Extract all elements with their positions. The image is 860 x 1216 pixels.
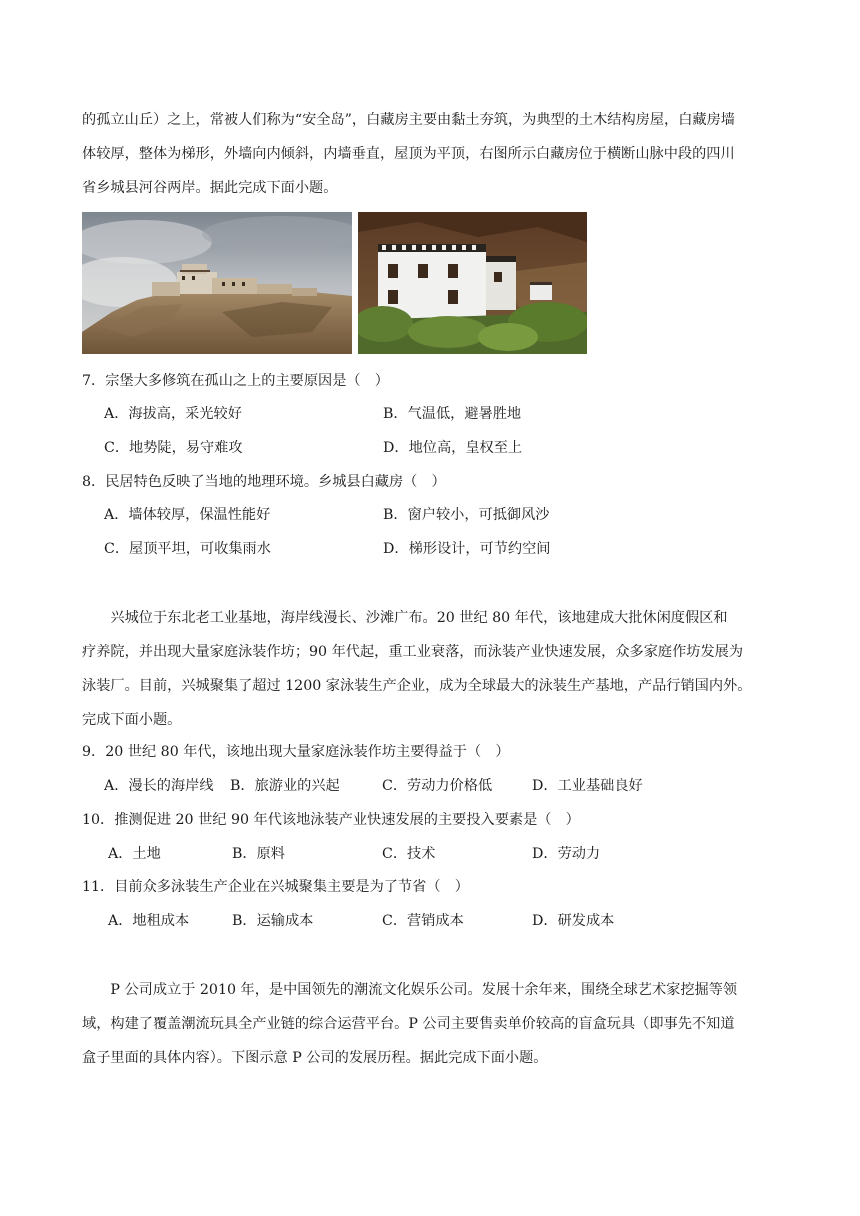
question-8-stem: 8．民居特色反映了当地的地理环境。乡城县白藏房（ ） — [82, 474, 446, 490]
question-7-option-a[interactable]: A．海拔高，采光较好 — [104, 406, 242, 422]
passage-2-line: 兴城位于东北老工业基地，海岸线漫长、沙滩广布。20 世纪 80 年代，该地建成大批休闲度假区和 — [110, 610, 728, 626]
question-11-option-a[interactable]: A．地租成本 — [108, 913, 190, 929]
white-house-image — [358, 212, 587, 354]
question-11-option-b[interactable]: B．运输成本 — [232, 913, 314, 929]
passage-2 — [82, 601, 782, 737]
question-8-option-a[interactable]: A．墙体较厚，保温性能好 — [104, 507, 271, 523]
passage-3-line: P 公司成立于 2010 年，是中国领先的潮流文化娱乐公司。发展十余年来，围绕全球艺术家挖掘等领 — [110, 982, 738, 998]
passage-3 — [82, 973, 782, 1075]
question-7-option-b[interactable]: B．气温低，避暑胜地 — [383, 406, 522, 422]
question-9-option-d[interactable]: D．工业基础良好 — [532, 778, 643, 794]
passage-2-line: 疗养院，并出现大量家庭泳装作坊；90 年代起，重工业衰落，而泳装产业快速发展，众多家庭作坊发展为 — [82, 644, 744, 660]
passage-2-line: 泳装厂。目前，兴城聚集了超过 1200 家泳装生产企业，成为全球最大的泳装生产基地，产品行销国内外。 — [82, 678, 752, 694]
question-11-stem: 11．目前众多泳装生产企业在兴城聚集主要是为了节省（ ） — [82, 879, 469, 895]
question-8-option-d[interactable]: D．梯形设计，可节约空间 — [383, 541, 551, 557]
question-9-option-c[interactable]: C．劳动力价格低 — [382, 778, 493, 794]
question-10-option-b[interactable]: B．原料 — [232, 846, 285, 862]
question-7-option-d[interactable]: D．地位高，皇权至上 — [383, 440, 523, 456]
question-9-option-a[interactable]: A．漫长的海岸线 — [104, 778, 214, 794]
question-10-option-d[interactable]: D．劳动力 — [532, 846, 601, 862]
question-11-option-c[interactable]: C．营销成本 — [382, 913, 464, 929]
fortress-photo — [82, 212, 352, 354]
question-8-option-c[interactable]: C．屋顶平坦，可收集雨水 — [104, 541, 271, 557]
passage-3-line: 盒子里面的具体内容）。下图示意 P 公司的发展历程。据此完成下面小题。 — [82, 1050, 548, 1066]
question-10-option-c[interactable]: C．技术 — [382, 846, 436, 862]
white-house-photo — [358, 212, 587, 354]
question-11-option-d[interactable]: D．研发成本 — [532, 913, 615, 929]
question-10-option-a[interactable]: A．土地 — [108, 846, 161, 862]
question-10-stem: 10．推测促进 20 世纪 90 年代该地泳装产业快速发展的主要投入要素是（ ） — [82, 812, 580, 828]
question-9-stem: 9．20 世纪 80 年代，该地出现大量家庭泳装作坊主要得益于（ ） — [82, 744, 510, 760]
passage-1 — [82, 103, 782, 205]
passage-2-line: 完成下面小题。 — [82, 712, 182, 728]
question-7-stem: 7．宗堡大多修筑在孤山之上的主要原因是（ ） — [82, 373, 389, 389]
passage-1-line: 省乡城县河谷两岸。据此完成下面小题。 — [82, 180, 338, 196]
passage-3-line: 域，构建了覆盖潮流玩具全产业链的综合运营平台。P 公司主要售卖单价较高的盲盒玩具（即事先不知道 — [82, 1016, 735, 1032]
question-9-option-b[interactable]: B．旅游业的兴起 — [230, 778, 340, 794]
passage-1-line: 体较厚，整体为梯形，外墙向内倾斜，内墙垂直，屋顶为平顶，右图所示白藏房位于横断山脉中段的四川 — [82, 146, 735, 162]
question-8-option-b[interactable]: B．窗户较小，可抵御风沙 — [383, 507, 550, 523]
passage-1-line: 的孤立山丘）之上，常被人们称为“安全岛”，白藏房主要由黏土夯筑，为典型的土木结构房屋，白藏房墙 — [82, 112, 735, 128]
fortress-image — [82, 212, 352, 354]
question-7-option-c[interactable]: C．地势陡，易守难攻 — [104, 440, 243, 456]
